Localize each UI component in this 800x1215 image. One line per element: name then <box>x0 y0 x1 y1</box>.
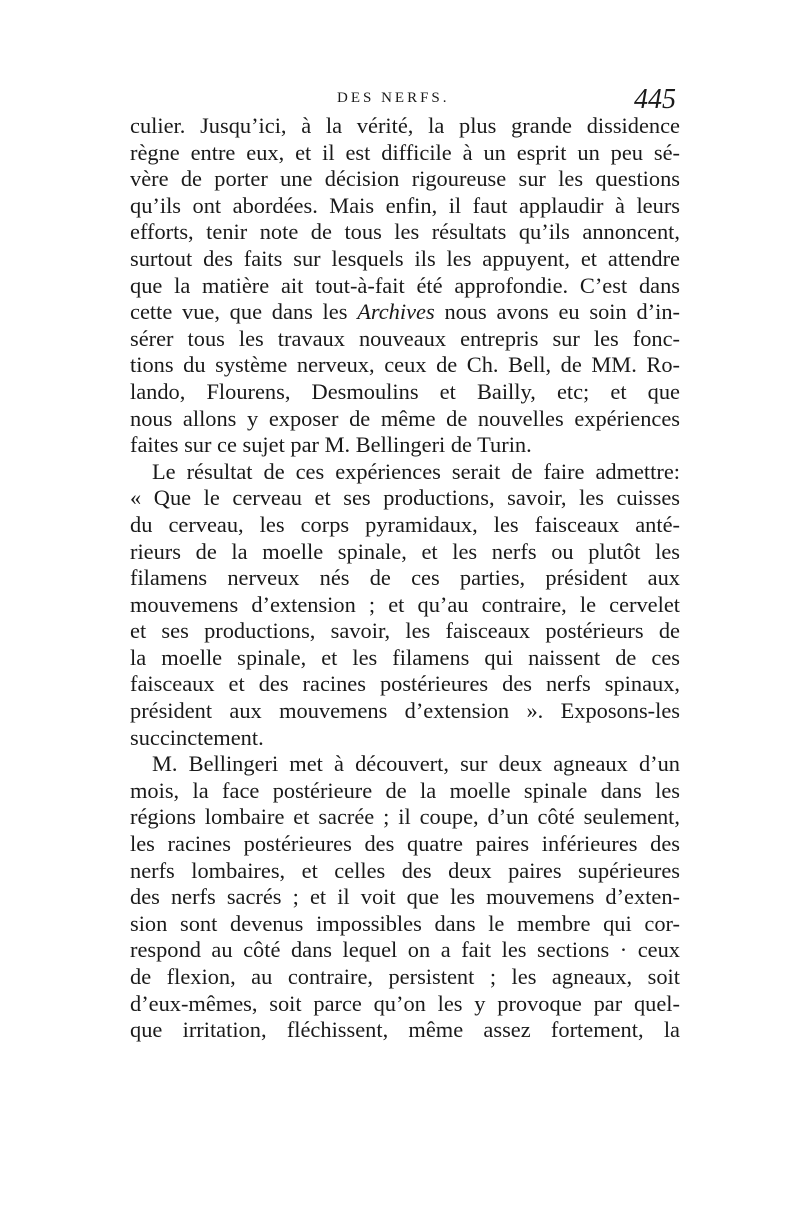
text-line: sérer tous les travaux nouveaux entrepris sur les fonc- <box>130 325 680 351</box>
text-line: qu’ils ont abordées. Mais enfin, il faut applaudir à leurs <box>130 192 680 218</box>
text-line: nerfs lombaires, et celles des deux paires supérieures <box>130 857 680 883</box>
running-head <box>130 84 680 116</box>
text-line: filamens nerveux nés de ces parties, président aux <box>130 565 680 591</box>
italic-word-archives: Archives <box>357 299 435 325</box>
text-line: règne entre eux, et il est difficile à un esprit un peu sé- <box>130 139 680 165</box>
text-line: sion sont devenus impossibles dans le membre qui cor- <box>130 910 680 936</box>
text-line: et ses productions, savoir, les faisceaux postérieurs de <box>130 618 680 644</box>
text-line: mouvemens d’extension ; et qu’au contraire, le cervelet <box>130 591 680 617</box>
paragraph-end-line: succinctement. <box>130 724 264 750</box>
text-line: faisceaux et des racines postérieures des nerfs spinaux, <box>130 671 680 697</box>
running-title: DES NERFS. <box>337 90 450 106</box>
text-line: des nerfs sacrés ; et il voit que les mouvemens d’exten- <box>130 884 680 910</box>
text-line: président aux mouvemens d’extension ». Exposons-les <box>130 698 680 724</box>
text-line: efforts, tenir note de tous les résultats qu’ils annoncent, <box>130 219 680 245</box>
text-line: culier. Jusqu’ici, à la vérité, la plus grande dissidence <box>130 113 680 138</box>
text-line: tions du système nerveux, ceux de Ch. Bell, de MM. Ro- <box>130 352 680 378</box>
text-line: les racines postérieures des quatre paires inférieures des <box>130 831 680 857</box>
text-line: lando, Flourens, Desmoulins et Bailly, etc; et que <box>130 378 680 404</box>
text-line: nous allons y exposer de même de nouvelles expériences <box>130 405 680 431</box>
text-line: de flexion, au contraire, persistent ; les agneaux, soit <box>130 964 680 989</box>
text-line: mois, la face postérieure de la moelle spinale dans les <box>130 777 680 803</box>
text-line: rieurs de la moelle spinale, et les nerfs ou plutôt les <box>130 538 680 564</box>
paragraph-start-line: Le résultat de ces expériences serait de faire admettre: <box>152 458 680 484</box>
paragraph-start-line: M. Bellingeri met à découvert, sur deux agneaux d’un <box>152 751 680 777</box>
text-line: vère de porter une décision rigoureuse sur les questions <box>130 166 680 192</box>
text-line: du cerveau, les corps pyramidaux, les faisceaux anté- <box>130 511 680 537</box>
text-line: que la matière ait tout-à-fait été approfondie. C’est dans <box>130 272 680 298</box>
text-fragment: nous avons eu soin d’in- <box>444 299 680 325</box>
text-line: la moelle spinale, et les filamens qui naissent de ces <box>130 644 680 670</box>
text-line: respond au côté dans lequel on a fait les sections · ceux <box>130 937 680 963</box>
paragraph-end-line: faites sur ce sujet par M. Bellingeri de Turin. <box>130 432 532 458</box>
body-text <box>130 113 680 1044</box>
text-line: que irritation, fléchissent, même assez fortement, la <box>130 1017 680 1043</box>
text-line: surtout des faits sur lesquels ils les appuyent, et attendre <box>130 245 680 271</box>
text-line: d’eux-mêmes, soit parce qu’on les y provoque par quel- <box>130 990 680 1016</box>
text-line-with-italic <box>130 299 680 326</box>
text-line: régions lombaire et sacrée ; il coupe, d’un côté seulement, <box>130 804 680 830</box>
text-fragment: cette vue, que dans les <box>130 299 348 325</box>
page-number: 445 <box>634 84 676 115</box>
text-line: « Que le cerveau et ses productions, savoir, les cuisses <box>130 485 680 511</box>
